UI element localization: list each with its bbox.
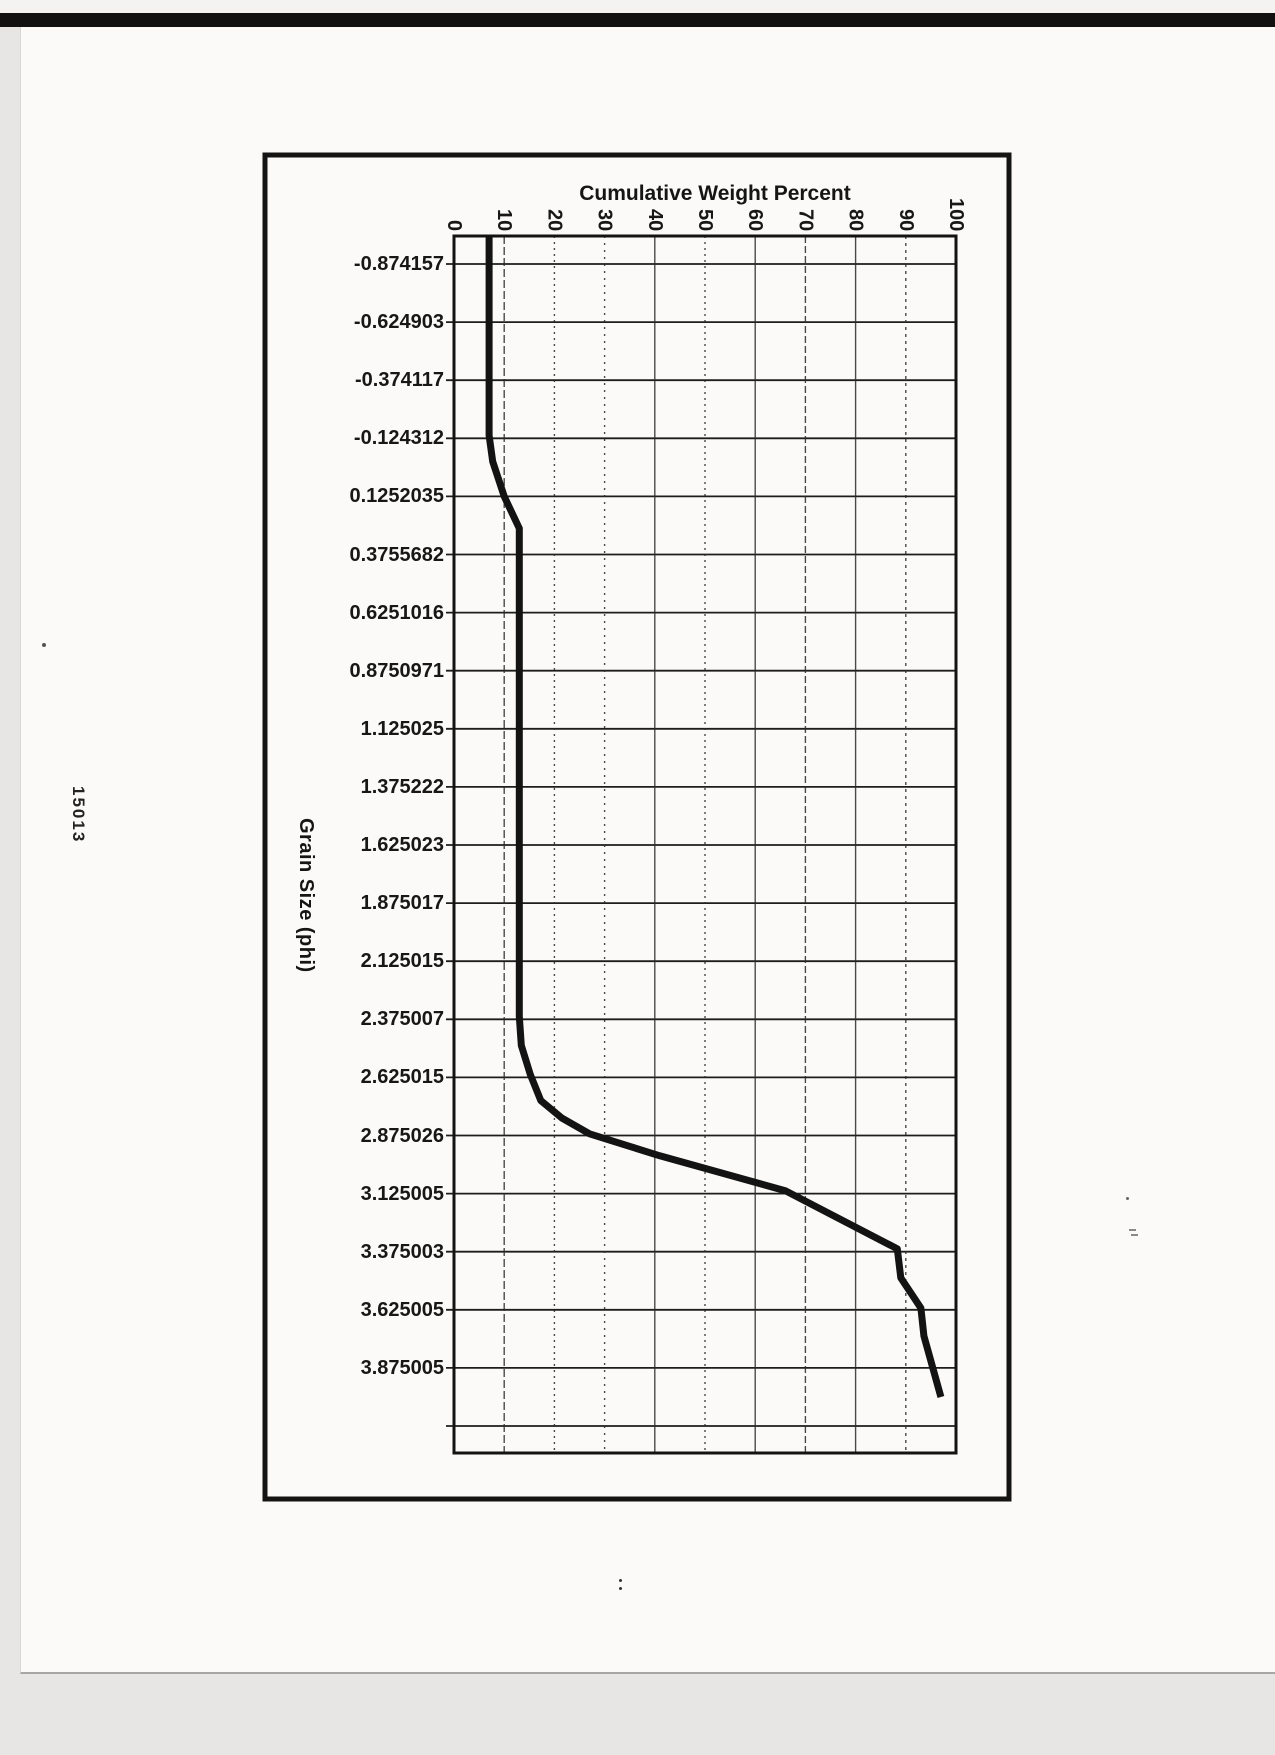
category-label: 1.875017 (360, 892, 444, 915)
category-label: 0.6251016 (349, 601, 444, 624)
category-label: 0.1252035 (349, 485, 444, 508)
scan-speck (619, 1587, 622, 1590)
category-label: -0.874157 (353, 253, 444, 275)
category-label: 1.125025 (360, 717, 444, 740)
paper-page (20, 27, 1275, 1674)
sample-id-label: 15013 (69, 786, 88, 844)
category-label: -0.374117 (355, 369, 444, 392)
category-label: 2.125015 (360, 950, 444, 973)
category-label: -0.624903 (353, 311, 444, 334)
category-label: 3.375003 (360, 1240, 444, 1263)
scan-mark (1131, 1234, 1138, 1236)
category-label: 1.375222 (360, 775, 444, 798)
value-tick-label: 100 (945, 197, 967, 231)
value-tick-label: 90 (894, 208, 917, 231)
value-tick-label: 50 (694, 208, 716, 231)
value-tick-label: 70 (794, 208, 817, 231)
category-label: 0.3755682 (349, 543, 444, 566)
scan-speck (42, 643, 46, 647)
value-tick-label: 30 (593, 208, 616, 231)
scan-speck (1126, 1197, 1129, 1200)
value-tick-label: 80 (844, 208, 867, 231)
value-tick-label: 60 (744, 208, 767, 231)
category-label: 3.875005 (360, 1356, 444, 1379)
category-label: 2.375007 (360, 1008, 444, 1031)
scan-mark (1129, 1229, 1136, 1231)
scan-edge-band (0, 13, 1275, 27)
scan-top-strip (0, 0, 1275, 13)
category-label: 2.625015 (360, 1066, 444, 1089)
category-axis-title: Grain Size (phi) (295, 818, 317, 973)
category-label: 3.125005 (360, 1182, 444, 1205)
value-tick-label: 10 (493, 208, 516, 231)
chart-title: Cumulative Weight Percent (579, 182, 851, 205)
value-tick-label: 40 (643, 208, 666, 231)
category-label: 1.625023 (360, 834, 444, 856)
category-label: -0.124312 (353, 427, 444, 450)
category-label: 2.875026 (360, 1124, 444, 1147)
value-tick-label: 20 (543, 208, 566, 231)
scan-speck (619, 1579, 622, 1582)
category-label: 0.8750971 (349, 659, 444, 682)
category-label: 3.625005 (360, 1298, 444, 1321)
value-tick-label: 0 (443, 219, 465, 231)
